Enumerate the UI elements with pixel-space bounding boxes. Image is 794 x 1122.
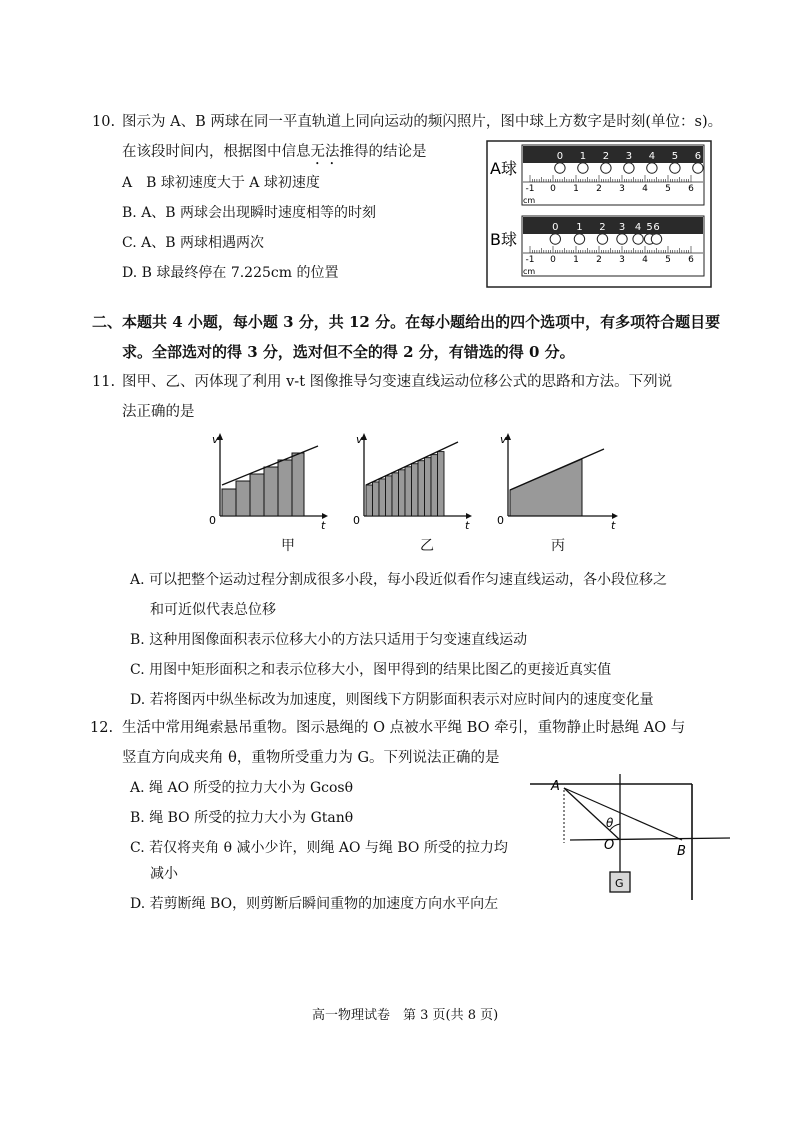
axis-v-label: v	[212, 433, 219, 446]
ball	[647, 163, 657, 173]
ruler-number: 0	[550, 255, 556, 265]
graph-yi	[350, 428, 478, 534]
q11-stem-line2: 法正确的是	[122, 404, 195, 420]
q10-stem-line1: 图示为 A、B 两球在同一平直轨道上同向运动的频闪照片，图中球上方数字是时刻(单位：s)。	[122, 114, 723, 130]
origin-label: 0	[497, 514, 504, 527]
q12-option-c-cont: 减小	[150, 866, 178, 882]
q11-stem-line1: 图甲、乙、丙体现了利用 v-t 图像推导匀变速直线运动位移公式的思路和方法。下列说	[122, 374, 673, 390]
hanging-weight-figure	[530, 768, 734, 906]
q10-option-a: A B 球初速度大于 A 球初速度	[122, 175, 320, 191]
ball	[597, 234, 607, 244]
ruler-number: 0	[550, 184, 556, 194]
ball	[578, 163, 588, 173]
ruler-number: 1	[573, 255, 579, 265]
time-label: 1	[579, 151, 587, 162]
ruler-number: 4	[642, 255, 648, 265]
ball	[601, 163, 611, 173]
ball	[617, 234, 627, 244]
q11-option-a: A. 可以把整个运动过程分割成很多小段，每小段近似看作匀速直线运动，各小段位移之	[130, 572, 668, 588]
ruler-number: 2	[596, 184, 602, 194]
time-label: 5	[646, 222, 653, 233]
axis-v-label: v	[500, 433, 507, 446]
time-label: 0	[556, 151, 564, 162]
ruler-number: 2	[596, 255, 602, 265]
q12-option-c: C. 若仅将夹角 θ 减小少许，则绳 AO 与绳 BO 所受的拉力均	[130, 840, 508, 856]
section2-heading-line2: 求。全部选对的得 3 分，选对但不全的得 2 分，有错选的得 0 分。	[122, 343, 575, 361]
ruler-number: 1	[573, 184, 579, 194]
time-label: 0	[552, 222, 559, 233]
unit-a: cm	[523, 196, 536, 205]
q12-option-d: D. 若剪断绳 BO，则剪断后瞬间重物的加速度方向水平向左	[130, 896, 499, 912]
q11-option-d: D. 若将图丙中纵坐标改为加速度，则图线下方阴影面积表示对应时间内的速度变化量	[130, 692, 654, 708]
time-label: 2	[602, 151, 610, 162]
ball	[693, 163, 703, 173]
ball	[624, 163, 634, 173]
ball	[633, 234, 643, 244]
time-label: 4	[648, 151, 656, 162]
q10-option-d: D. B 球最终停在 7.225cm 的位置	[122, 265, 339, 281]
section2-heading-line1: 二、本题共 4 小题，每小题 3 分，共 12 分。在每小题给出的四个选项中，有多项符合题目要	[92, 313, 721, 331]
time-label: 1	[576, 222, 583, 233]
q10-stem-text: 在该段时间内，根据图中信息	[122, 144, 311, 160]
q11-option-a-cont: 和可近似代表总位移	[150, 602, 276, 618]
ruler-number: 3	[619, 184, 625, 194]
graph-jia-caption: 甲	[281, 538, 295, 554]
q10-option-c: C. A、B 两球相遇两次	[122, 235, 264, 251]
graph-bing-caption: 丙	[551, 538, 565, 554]
time-label: 5	[671, 151, 679, 162]
theta-label: θ	[606, 816, 614, 830]
ruler-number: 5	[665, 184, 671, 194]
graph-jia	[206, 428, 334, 534]
axis-t-label: t	[321, 519, 326, 532]
ball	[550, 234, 560, 244]
origin-label: 0	[353, 514, 360, 527]
ball	[555, 163, 565, 173]
point-a-label: A	[551, 779, 560, 794]
ball-b-label: B球	[490, 230, 517, 249]
q10-stem-line2	[122, 142, 427, 168]
ball-a-label: A球	[490, 159, 517, 178]
time-label: 4	[634, 222, 642, 233]
q12-stem-line2: 竖直方向成夹角 θ，重物所受重力为 G。下列说法正确的是	[122, 750, 500, 766]
point-o-label: O	[604, 838, 615, 853]
point-b-label: B	[677, 844, 686, 859]
axis-t-label: t	[611, 519, 616, 532]
q12-option-b: B. 绳 BO 所受的拉力大小为 Gtanθ	[130, 810, 354, 826]
ruler-number: -1	[525, 184, 535, 194]
q11-option-c: C. 用图中矩形面积之和表示位移大小，图甲得到的结果比图乙的更接近真实值	[130, 662, 612, 678]
ruler-number: -1	[525, 255, 535, 265]
weight-g-label: G	[615, 877, 624, 890]
q10-stem-text-end: 推得的结论是	[339, 144, 427, 160]
graph-bing	[494, 428, 624, 534]
q10-option-b: B. A、B 两球会出现瞬时速度相等的时刻	[122, 205, 377, 221]
strobe-photo-figure	[486, 140, 712, 288]
axis-t-label: t	[465, 519, 470, 532]
page-footer: 高一物理试卷 第 3 页(共 8 页)	[312, 1008, 499, 1023]
q12-option-a: A. 绳 AO 所受的拉力大小为 Gcosθ	[130, 780, 354, 796]
ball	[670, 163, 680, 173]
q11-number: 11.	[92, 374, 116, 390]
q12-stem-line1: 生活中常用绳索悬吊重物。图示悬绳的 O 点被水平绳 BO 牵引，重物静止时悬绳 AO 与	[122, 720, 686, 736]
q12-number: 12.	[90, 720, 114, 736]
time-label: 2	[599, 222, 606, 233]
time-label: 3	[625, 151, 633, 162]
ball	[651, 234, 661, 244]
ruler-number: 5	[665, 255, 671, 265]
ruler-number: 4	[642, 184, 648, 194]
ruler-number: 3	[619, 255, 625, 265]
time-band-b	[523, 217, 703, 234]
q10-number: 10.	[92, 114, 116, 130]
ball	[574, 234, 584, 244]
time-label: 3	[618, 222, 626, 233]
ruler-number: 6	[688, 255, 694, 265]
time-label: 6	[653, 222, 660, 233]
ruler-number: 6	[688, 184, 694, 194]
origin-label: 0	[209, 514, 216, 527]
q11-option-b: B. 这种用图像面积表示位移大小的方法只适用于匀变速直线运动	[130, 632, 528, 648]
axis-v-label: v	[356, 433, 363, 446]
graph-yi-caption: 乙	[420, 538, 434, 554]
q10-emphasis-word: 无法	[310, 144, 340, 160]
time-label: 6	[694, 151, 702, 162]
unit-b: cm	[523, 267, 536, 276]
